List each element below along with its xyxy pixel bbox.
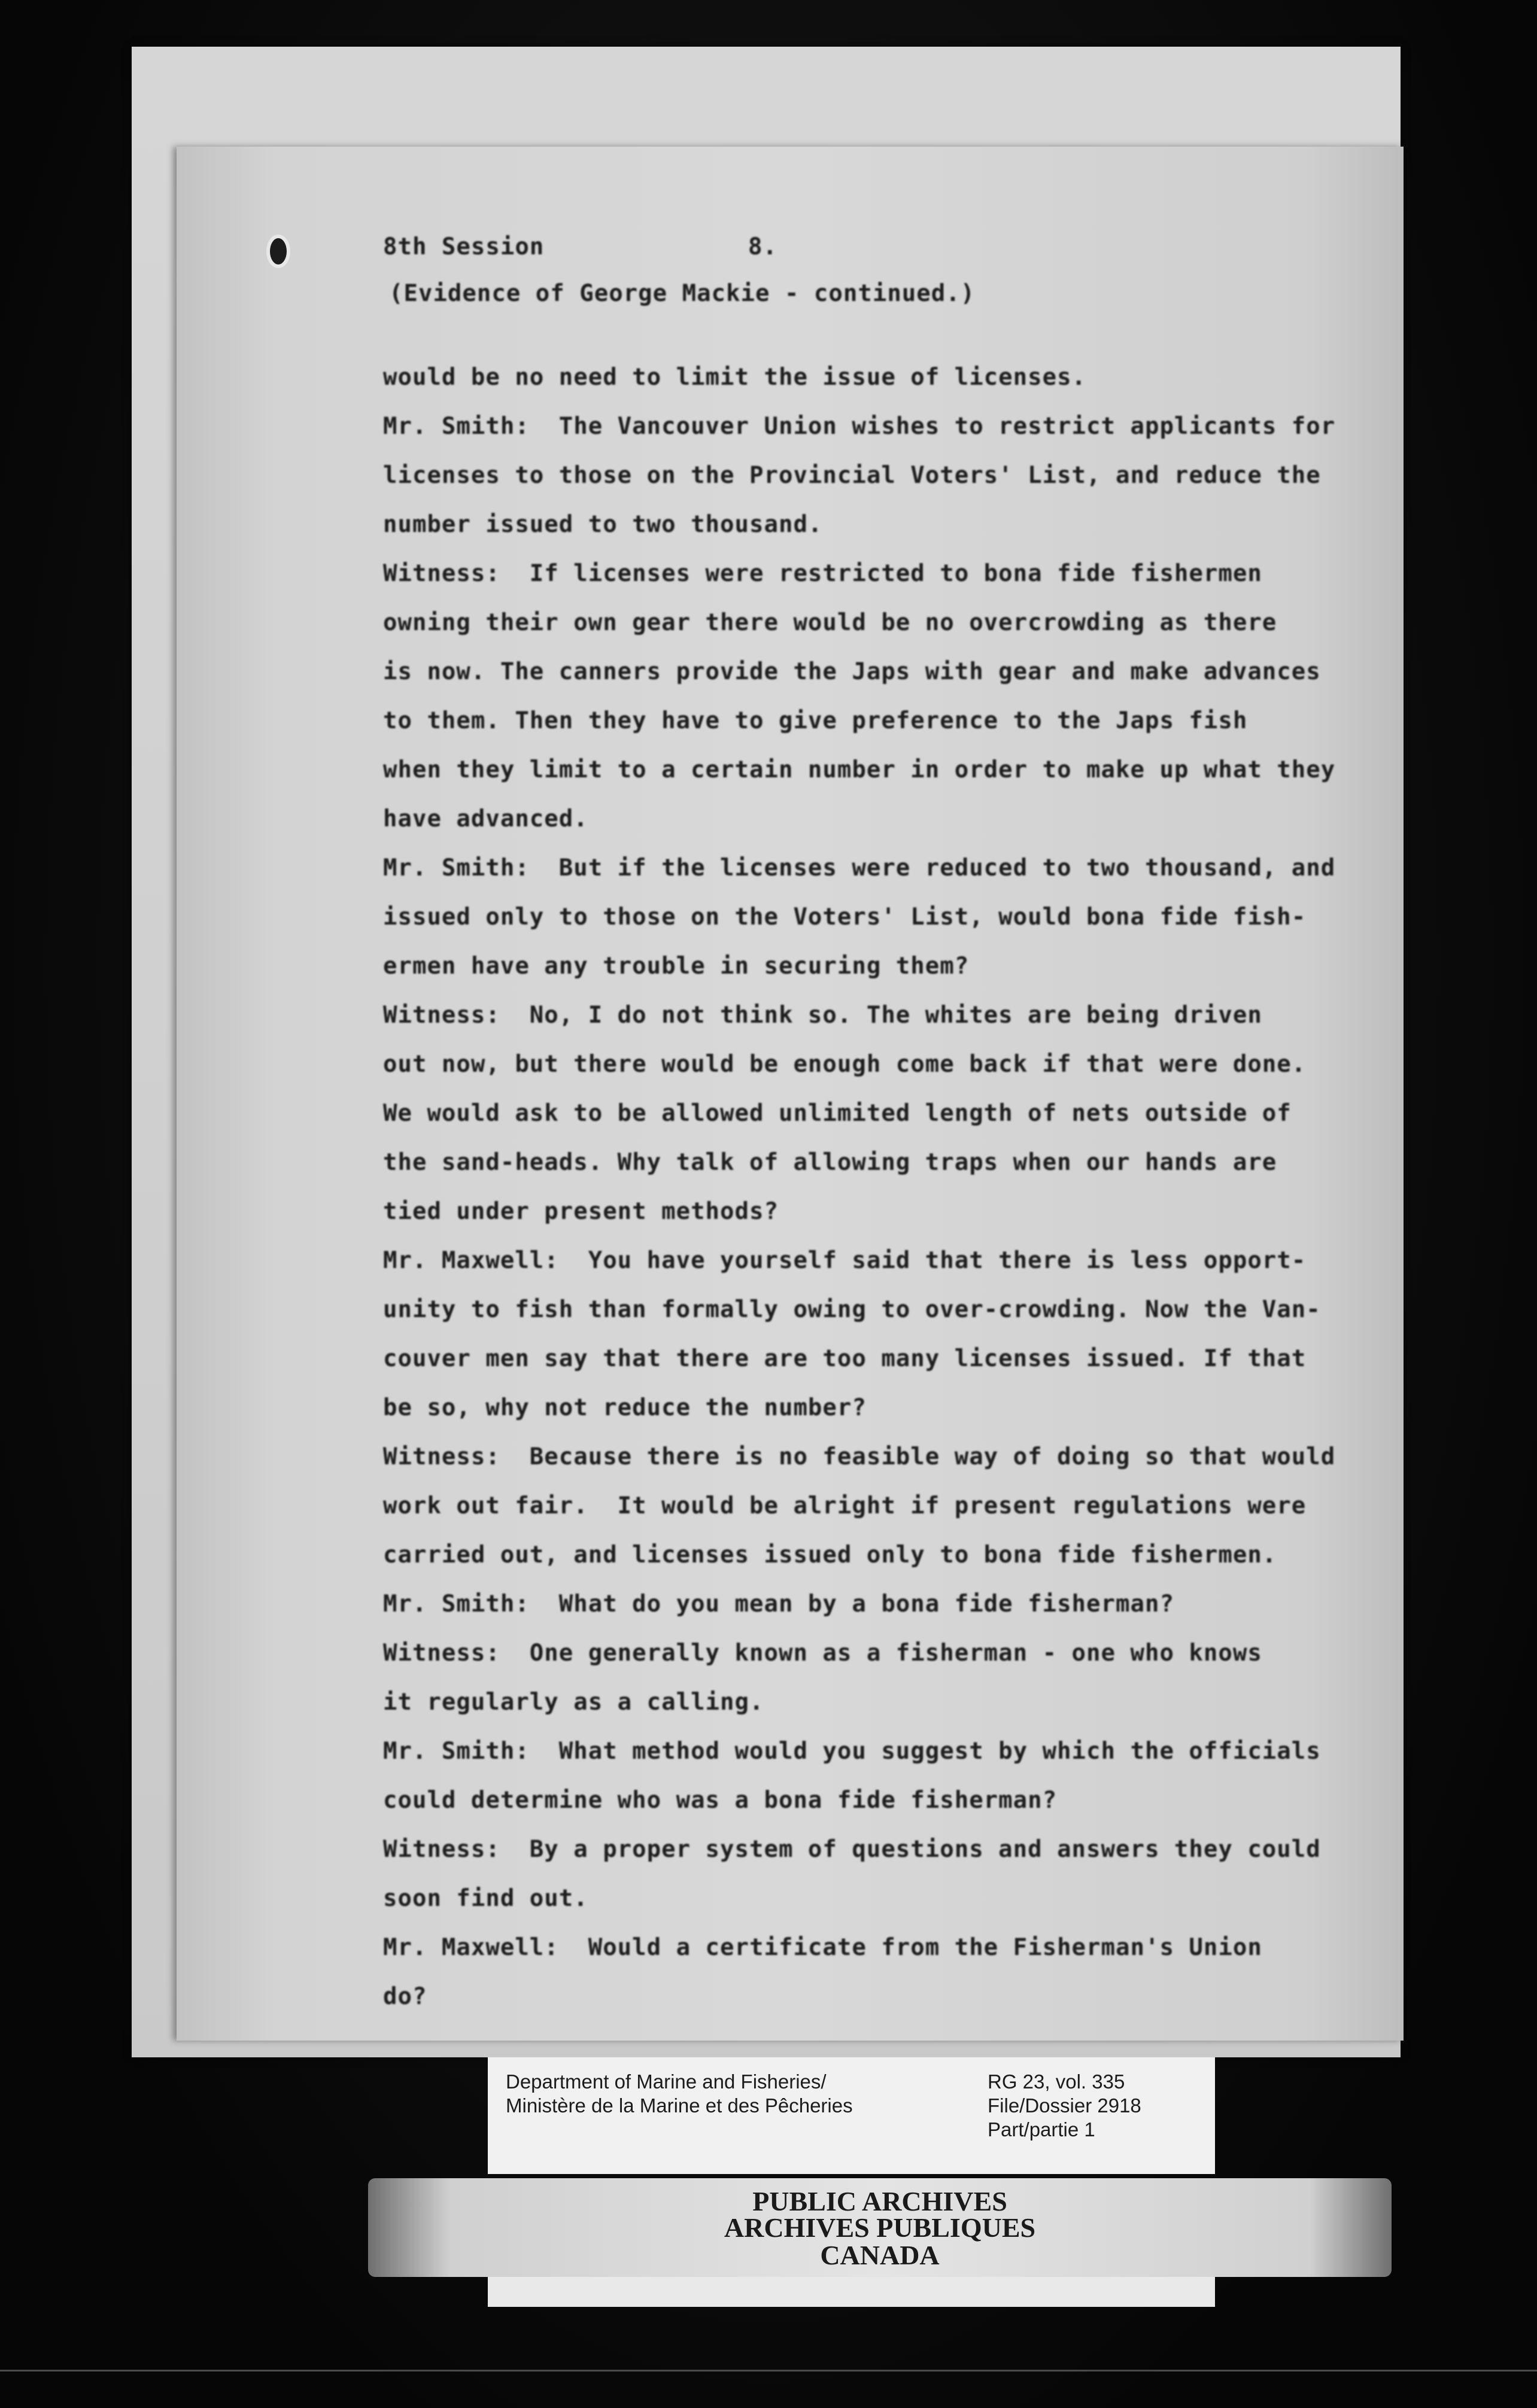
text-line: tied under present methods? — [383, 1198, 779, 1225]
text-line: Witness: Because there is no feasible way of doing so that would — [383, 1443, 1336, 1470]
part-number: Part/partie 1 — [988, 2118, 1095, 2141]
text-line: out now, but there would be enough come back if that were done. — [383, 1051, 1307, 1078]
text-line: Witness: By a proper system of questions and answers they could — [383, 1836, 1321, 1863]
file-number: File/Dossier 2918 — [988, 2094, 1141, 2117]
film-edge-line — [0, 2370, 1537, 2371]
label-card-bottom — [488, 2277, 1215, 2307]
text-line: Mr. Smith: What method would you suggest by which the officials — [383, 1738, 1321, 1765]
text-line: is now. The canners provide the Japs with gear and make advances — [383, 658, 1321, 685]
text-line: Mr. Maxwell: You have yourself said that there is less opport- — [383, 1247, 1307, 1274]
text-line: have advanced. — [383, 805, 588, 832]
text-line: unity to fish than formally owing to over-crowding. Now the Van- — [383, 1296, 1321, 1323]
text-line: Mr. Smith: But if the licenses were reduced to two thousand, and — [383, 855, 1336, 881]
text-line: Mr. Smith: The Vancouver Union wishes to restrict applicants for — [383, 413, 1336, 440]
text-line: be so, why not reduce the number? — [383, 1394, 867, 1421]
text-line: carried out, and licenses issued only to bona fide fishermen. — [383, 1542, 1277, 1568]
department-english: Department of Marine and Fisheries/ — [506, 2070, 827, 2093]
text-line: to them. Then they have to give preference to the Japs fish — [383, 707, 1248, 734]
text-line: Mr. Smith: What do you mean by a bona fide fisherman? — [383, 1591, 1174, 1618]
text-line: Witness: One generally known as a fisherman - one who knows — [383, 1640, 1262, 1667]
text-line: Witness: No, I do not think so. The whites are being driven — [383, 1002, 1262, 1029]
text-line: number issued to two thousand. — [383, 511, 823, 538]
testimony-body — [383, 353, 1353, 2021]
department-french: Ministère de la Marine et des Pêcheries — [506, 2094, 853, 2117]
text-line: when they limit to a certain number in order to make up what they — [383, 756, 1336, 783]
text-line: couver men say that there are too many licenses issued. If that — [383, 1345, 1307, 1372]
text-line: the sand-heads. Why talk of allowing traps when our hands are — [383, 1149, 1277, 1176]
archives-line-country: CANADA — [820, 2240, 940, 2270]
text-line: soon find out. — [383, 1885, 588, 1912]
text-line: would be no need to limit the issue of licenses. — [383, 364, 1087, 391]
text-line: ermen have any trouble in securing them? — [383, 953, 970, 980]
text-line: owning their own gear there would be no overcrowding as there — [383, 609, 1277, 636]
text-line: issued only to those on the Voters' List, would bona fide fish- — [383, 904, 1307, 931]
text-line: Witness: If licenses were restricted to bona fide fishermen — [383, 560, 1262, 587]
record-group: RG 23, vol. 335 — [988, 2070, 1125, 2093]
archive-reference-label — [488, 2057, 1215, 2174]
text-line: do? — [383, 1983, 427, 2010]
text-line: Mr. Maxwell: Would a certificate from the Fisherman's Union — [383, 1934, 1262, 1961]
text-line: work out fair. It would be alright if present regulations were — [383, 1492, 1307, 1519]
archives-line-french: ARCHIVES PUBLIQUES — [724, 2212, 1036, 2243]
page-number: 8. — [748, 233, 777, 260]
archives-line-english: PUBLIC ARCHIVES — [752, 2186, 1007, 2217]
evidence-subtitle: (Evidence of George Mackie - continued.) — [389, 280, 976, 307]
public-archives-banner — [368, 2178, 1392, 2277]
text-line: could determine who was a bona fide fisherman? — [383, 1787, 1058, 1814]
text-line: licenses to those on the Provincial Voters' List, and reduce the — [383, 462, 1321, 489]
text-line: We would ask to be allowed unlimited length of nets outside of — [383, 1100, 1292, 1127]
punch-hole — [266, 235, 290, 268]
session-heading: 8th Session — [383, 233, 545, 260]
text-line: it regularly as a calling. — [383, 1689, 764, 1716]
